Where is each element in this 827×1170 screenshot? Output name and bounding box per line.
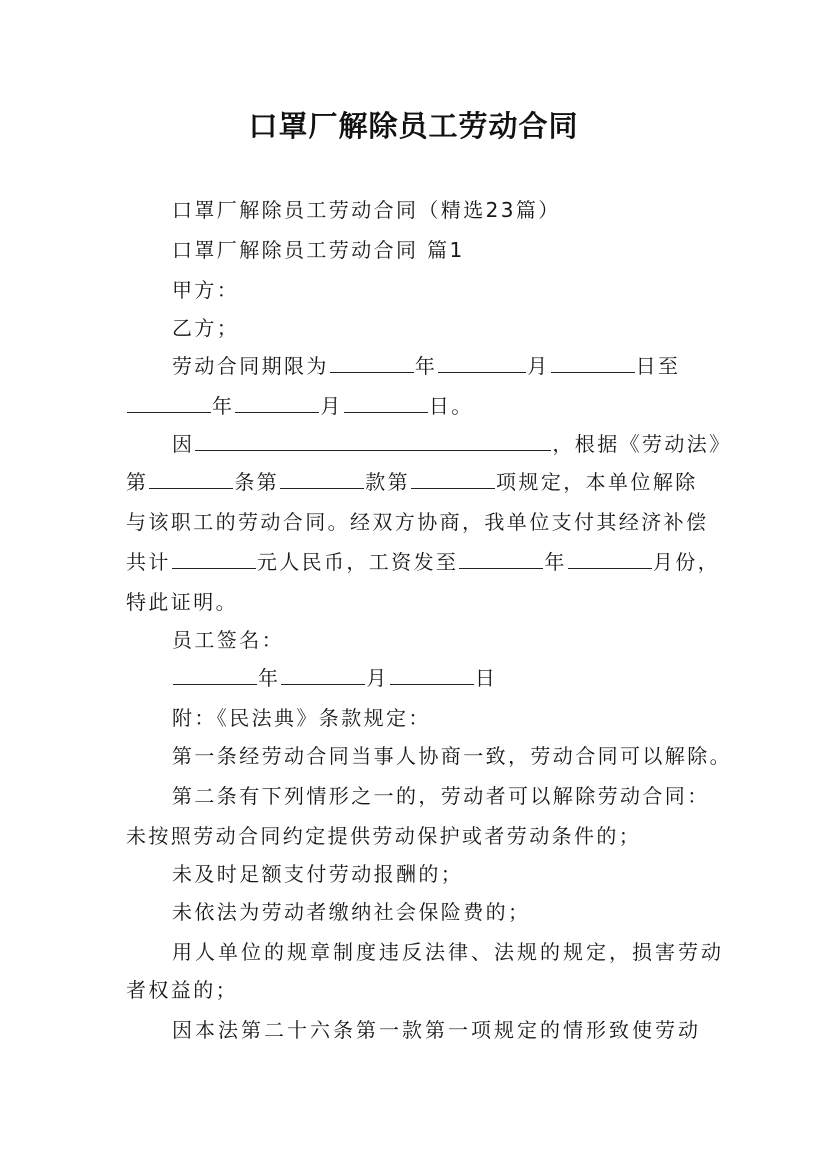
term-year: 年	[414, 354, 438, 378]
blank-field	[235, 394, 319, 413]
blank-field	[390, 666, 474, 685]
signature-year: 年	[258, 666, 281, 690]
blank-field	[172, 550, 256, 569]
party-a-label: 甲方：	[172, 278, 240, 302]
reason-year: 年	[544, 550, 567, 574]
blank-field	[330, 354, 414, 373]
term-line-2	[126, 394, 716, 418]
blank-field	[149, 470, 233, 489]
signature-day: 日	[474, 666, 498, 690]
blank-field	[281, 666, 365, 685]
term-month: 月	[527, 354, 550, 378]
clause-line: 第二条有下列情形之一的，劳动者可以解除劳动合同：	[172, 784, 710, 808]
signature-month: 月	[366, 666, 389, 690]
term-day-to: 日至	[635, 354, 681, 378]
reason-basis: ，根据《劳动法》	[552, 432, 732, 456]
blank-field	[280, 470, 364, 489]
document-title: 口罩厂解除员工劳动合同	[248, 109, 579, 143]
signature-date-line	[172, 666, 716, 690]
reason-month-fen: 月份，	[652, 550, 721, 574]
clause-line: 未依法为劳动者缴纳社会保险费的；	[172, 900, 531, 924]
term-month2: 月	[320, 394, 343, 418]
reason-tiao: 条第	[234, 470, 280, 494]
term-day-end: 日。	[428, 394, 474, 418]
clause-line: 未按照劳动合同约定提供劳动保护或者劳动条件的；	[126, 824, 642, 848]
reason-prefix: 因	[172, 432, 195, 456]
party-b-label: 乙方；	[172, 316, 240, 340]
reason-kuan: 款第	[365, 470, 411, 494]
reason-line-3: 与该职工的劳动合同。经双方协商，我单位支付其经济补偿	[126, 510, 709, 534]
term-year2: 年	[212, 394, 235, 418]
reason-article: 第	[126, 470, 149, 494]
appendix-title: 附：《民法典》条款规定：	[172, 706, 431, 730]
clause-line: 因本法第二十六条第一款第一项规定的情形致使劳动	[172, 1018, 701, 1042]
clause-line: 用人单位的规章制度违反法律、法规的规定，损害劳动	[172, 940, 724, 964]
blank-field	[344, 394, 428, 413]
blank-field	[173, 666, 257, 685]
reason-proof: 特此证明。	[126, 590, 238, 614]
blank-field	[195, 432, 551, 451]
blank-field	[127, 394, 211, 413]
reason-line-4	[126, 550, 721, 574]
heading-main: 口罩厂解除员工劳动合同（精选23篇）	[172, 198, 561, 222]
term-line-1	[172, 354, 716, 378]
blank-field	[459, 550, 543, 569]
blank-field	[551, 354, 635, 373]
clause-line: 未及时足额支付劳动报酬的；	[172, 862, 464, 886]
blank-field	[438, 354, 526, 373]
heading-part: 口罩厂解除员工劳动合同 篇1	[172, 238, 465, 262]
clause-line: 第一条经劳动合同当事人协商一致，劳动合同可以解除。	[172, 744, 732, 768]
blank-field	[568, 550, 652, 569]
blank-field	[411, 470, 495, 489]
reason-xiang: 项规定，本单位解除	[496, 470, 698, 494]
reason-total: 共计	[126, 550, 171, 574]
reason-line-2	[126, 470, 716, 494]
signature-label: 员工签名：	[172, 628, 284, 652]
term-prefix: 劳动合同期限为	[172, 354, 329, 378]
reason-line-1	[172, 432, 732, 456]
clause-line: 者权益的；	[126, 978, 238, 1002]
reason-yuan: 元人民币，工资发至	[256, 550, 459, 574]
